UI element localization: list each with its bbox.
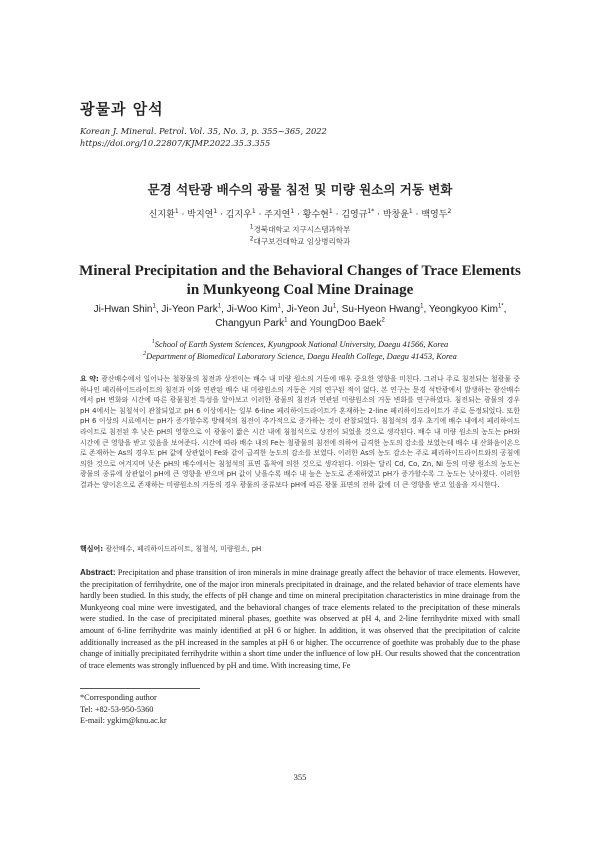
korean-authors: 신지환$^1$ · 박지연$^1$ · 김지우$^1$ · 주지연$^1$ · 황수현$^1$ · 김영규$^{1*}$ · 박창윤$^1$ · 백영두$^2$	[148, 208, 452, 220]
author-en: Su-Hyeon Hwang$^1$	[341, 303, 424, 315]
korean-title: 문경 석탄광 배수의 광물 침전 및 미량 원소의 거동 변화	[147, 182, 453, 197]
abstract-ko-text: 광산배수에서 일어나는 철광물의 침전과 상전이는 배수 내 미량 원소의 거동에 매우 중요한 영향을 미친다. 그러나 주로 침전되는 철광물 중 하나인 페리하이드라이트의 침전과 이와 연관된 배수 내 미량원소의 거동은 거의 연구된 적이 없다. 본 연구는 문경 석탄광에서 발생하는 광산배수에서 pH 변화와 시간에 따른 광물침전 특성을 알아보고 이러한 광물의 침전과 연관된 미량원소의 거동 변화를 연구하였다. 침전되는 광물의 경우 pH 4에서는 침철석이 관찰되었고 pH 6 이상에서는 일부 6-line 페리하이드라이트가 혼재하는 2-line 페리하이드라이트가 주로 동정되었다. 또한 pH 6 이상의 시료에서는 pH가 증가할수록 방해석의 침전이 추가적으로 증가하는 것이 관찰되었다. 침철석의 경우 초기에 배수 내에서 페리하이드라이트로 침전된 후 낮은 pH의 영향으로 이 광물이 짧은 시간 내에 침철석으로 상전이 되었을 것으로 생각된다. 배수 내 미량 원소의 농도는 pH와 시간에 큰 영향을 받고 있음을 보여준다. 시간에 따라 배수 내의 Fe는 철광물의 침전에 의하여 급격한 농도의 감소를 보였는데 배수 내 산화음이온으로 존재하는 As의 경우도 pH 값에 상관없이 Fe와 같이 급격한 농도의 감소를 보였다. 이러한 As의 농도 감소는 주로 페리하이드라이트와의 공침에 의한 것으로 여겨지며 낮은 pH의 배수에서는 침철석의 표면 흡착에 의한 것으로 생각된다. 이와는 달리 Cd, Co, Zn, Ni 등의 미량 원소의 농도는 광물의 종류에 상관없이 pH에 큰 영향을 받으며 pH 값이 낮을수록 배수 내 높은 농도로 존재하였고 pH가 증가할수록 그 농도는 낮아졌다. 이러한 결과는 양이온으로 존재하는 미량원소의 거동의 경우 광물의 종류보다 pH에 따른 광물 표면의 전하 값에 더 큰 영향을 받고 있음을 지시한다.	[80, 375, 520, 489]
abstract-ko-label: 요 약:	[80, 375, 99, 383]
korean-keywords	[80, 544, 520, 554]
author-ko: 신지환$^1$	[148, 208, 179, 220]
author-ko: 박지연$^1$	[187, 208, 218, 220]
corresponding-author: *Corresponding author	[80, 693, 157, 702]
keywords-text: 광산배수, 페리하이드라이트, 침철석, 미량원소, pH	[105, 545, 262, 553]
author-ko: 주지연$^1$	[264, 208, 295, 220]
author-line-2: Changyun Park$^1$ and YoungDoo Baek$^2$	[215, 317, 385, 329]
citation	[80, 125, 327, 149]
korean-abstract	[80, 374, 520, 491]
author-line-1: Ji-Hwan Shin$^1$, Ji-Yeon Park$^1$, Ji-Woo Kim$^1$, Ji-Yeon Ju$^1$, Su-Hyeon Hwang$^1$, Yeongkyoo Kim$^{1*}$,	[93, 303, 507, 315]
author-en: Changyun Park$^1$	[215, 317, 288, 329]
author-en: Ji-Yeon Park$^1$	[161, 303, 222, 315]
abstract-en-text: Precipitation and phase transition of iron minerals in mine drainage greatly affect the behavior of trace elements. However, the precipitation of ferrihydrite, one of the major iron minerals precipitated in drainage, and the related behavior of trace elements have hardly been studied. In this study, the effects of pH change and time on mineral precipitation characteristics in mine drainage from the Munkyeong coal mine were investigated, and the behavioral changes of trace elements related to the precipitation of these minerals were studied. In the case of precipitated mineral phases, goethite was observed at pH 4, and 2-line ferrihydrite mixed with small amount of 6-line ferrihydrite was mainly identified at pH 6 or higher. In addition, it was observed that the precipitation of calcite additionally increased as the pH increased in the samples at pH 6 or higher. The occurrence of goethite was probably due to the phase change of initially precipitated ferrihydrite within a short time under the influence of low pH. Our results showed that the concentration of trace elements was strongly influenced by pH and time. With increasing time, Fe	[80, 568, 520, 670]
abstract-en-label: Abstract:	[80, 568, 116, 577]
author-en: Ji-Yeon Ju$^1$	[286, 303, 337, 315]
author-ko: 김지우$^1$	[225, 208, 256, 220]
korean-affiliations	[0, 224, 600, 248]
doi-line: https://doi.org/10.22807/KJMP.2022.35.3.355	[80, 138, 271, 148]
email: E-mail: ygkim@knu.ac.kr	[80, 716, 167, 725]
author-en: Ji-Hwan Shin$^1$	[93, 303, 156, 315]
affiliation-ko: $^1$경북대학교 지구시스템과학부	[249, 223, 351, 234]
affiliation-ko: $^2$대구보건대학교 임상병리학과	[249, 235, 351, 246]
affiliation-en: $^2$Department of Biomedical Laboratory Science, Daegu Health College, Daegu 41453, Korea	[143, 351, 457, 361]
footnote	[80, 692, 167, 727]
keywords-label: 핵심어:	[80, 545, 104, 553]
author-en: Ji-Woo Kim$^1$	[226, 303, 281, 315]
author-ko: 박창윤$^1$	[382, 208, 413, 220]
english-abstract	[80, 567, 520, 671]
author-ko: 황수현$^1$	[302, 208, 333, 220]
footnote-divider	[80, 688, 200, 689]
telephone: Tel: +82-53-950-5360	[80, 704, 154, 714]
english-title: Mineral Precipitation and the Behavioral Changes of Trace Elements in Munkyeong Coal Mine Drainage	[79, 263, 521, 298]
english-authors	[60, 303, 540, 331]
english-affiliations	[0, 339, 600, 363]
page-number: 355	[293, 772, 307, 782]
citation-line: Korean J. Mineral. Petrol. Vol. 35, No. 3, p. 355~365, 2022	[80, 126, 327, 136]
author-en: YoungDoo Baek$^2$	[309, 317, 385, 329]
journal-name: 광물과 암석	[80, 100, 164, 118]
author-ko: 백영두$^2$	[421, 208, 452, 220]
affiliation-en: $^1$School of Earth System Sciences, Kyungpook National University, Daegu 41566, Korea	[151, 339, 449, 349]
author-ko: 김영규$^{1*}$	[341, 208, 375, 220]
author-en: Yeongkyoo Kim$^{1*}$	[428, 303, 504, 315]
